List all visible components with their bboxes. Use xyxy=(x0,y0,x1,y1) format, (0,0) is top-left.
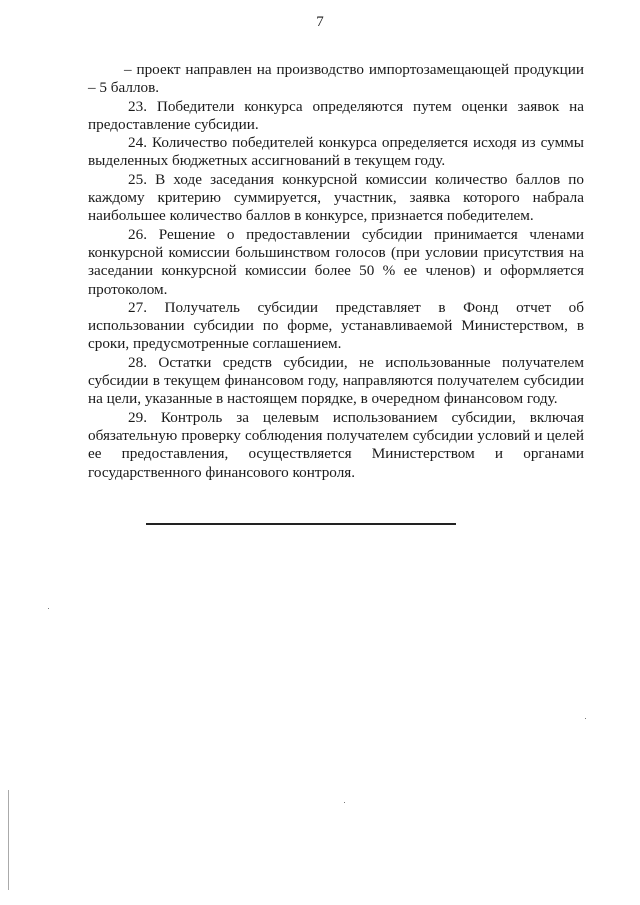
paragraph-29: 29. Контроль за целевым использованием субсидии, включая обязательную проверку соблюдения получателем субсидии условий и целей ее предоставления, осуществляется Министерством и органами государственного финансового контроля. xyxy=(88,408,584,481)
paragraph-28: 28. Остатки средств субсидии, не использованные получателем субсидии в текущем финансовом году, направляются получателем субсидии на цели, указанные в настоящем порядке, в очередном финансовом году. xyxy=(88,353,584,408)
page-number: 7 xyxy=(316,14,324,30)
paragraph-27: 27. Получатель субсидии представляет в Фонд отчет об использовании субсидии по форме, устанавливаемой Министерством, в сроки, предусмотренные соглашением. xyxy=(88,298,584,353)
paragraph-23: 23. Победители конкурса определяются путем оценки заявок на предоставление субсидии. xyxy=(88,97,584,133)
scan-speck xyxy=(344,802,345,803)
paragraph-24: 24. Количество победителей конкурса определяется исходя из суммы выделенных бюджетных ассигнований в текущем году. xyxy=(88,134,584,170)
scan-edge-mark xyxy=(8,790,9,890)
paragraph-criterion-import-substitution: – проект направлен на производство импортозамещающей продукции – 5 баллов. xyxy=(88,61,584,97)
scan-speck xyxy=(48,608,49,609)
end-of-text-divider xyxy=(146,523,456,525)
paragraph-26: 26. Решение о предоставлении субсидии принимается членами конкурсной комиссии большинством голосов (при условии присутствия на заседании конкурсной комиссии более 50 % ее членов) и оформляется протоколом. xyxy=(88,225,584,298)
paragraph-25: 25. В ходе заседания конкурсной комиссии количество баллов по каждому критерию суммируется, участник, заявка которого набрала наибольшее количество баллов в конкурсе, признается победителем. xyxy=(88,170,584,225)
scan-speck xyxy=(585,718,586,719)
document-body xyxy=(88,61,584,482)
